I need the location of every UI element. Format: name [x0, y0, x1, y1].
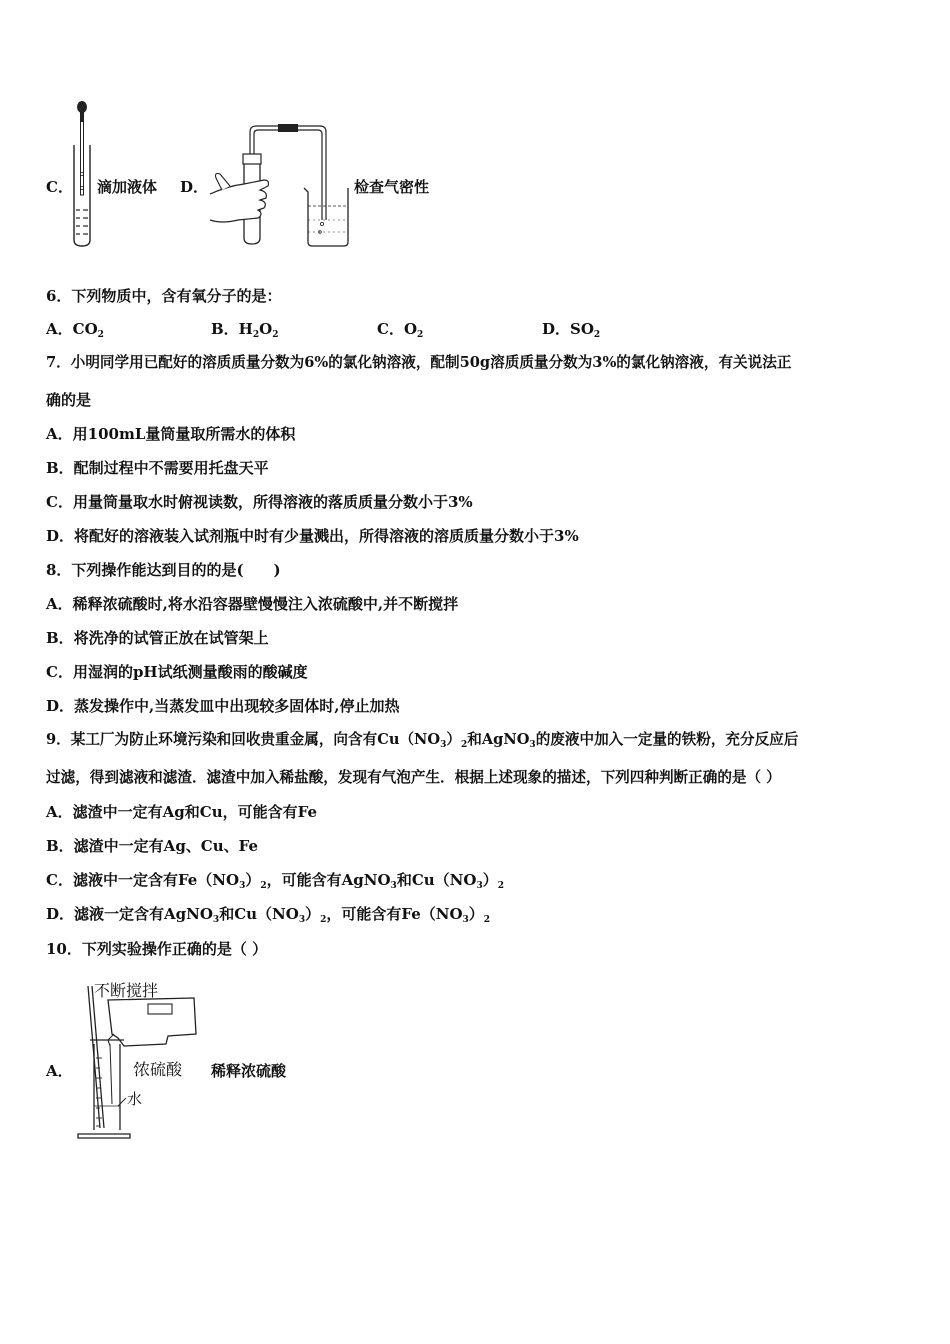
q7-stem-line1: 7．小明同学用已配好的溶质质量分数为6%的氯化钠溶液，配制50g溶质质量分数为3%的氯化钠溶液，有关说法正	[46, 354, 792, 371]
q7-option-d[interactable]: D．将配好的溶液装入试剂瓶中时有少量溅出，所得溶液的溶质质量分数小于3%	[46, 527, 579, 545]
q9-option-c[interactable]: C．滤液中一定含有$Fe(NO_3)_2$，可能含有AgNO$_3$和$Cu(NO_3)_2$	[46, 871, 504, 891]
q6-option-d[interactable]: D．$SO_2$	[542, 320, 601, 340]
hand	[210, 180, 269, 222]
q8-option-c[interactable]: C．用湿润的pH试纸测量酸雨的酸碱度	[46, 663, 308, 681]
dropper-tube	[81, 120, 84, 195]
acid-bottle	[108, 998, 196, 1046]
rubber-connector	[278, 124, 298, 132]
dilute-sulfuric-acid-figure	[74, 978, 206, 1140]
q8-stem: 8．下列操作能达到目的的是( )	[46, 561, 281, 579]
q8-option-d[interactable]: D．蒸发操作中,当蒸发皿中出现较多固体时,停止加热	[46, 697, 400, 715]
q10-stem: 10．下列实验操作正确的是（ ）	[46, 940, 268, 958]
dropper-bulb	[77, 101, 87, 113]
acid-stream	[110, 1044, 112, 1104]
q6-option-b[interactable]: B．$H_2O_2$	[211, 320, 279, 340]
option-c-letter: C．	[46, 178, 73, 196]
q6-option-a[interactable]: A．$CO_2$	[46, 320, 104, 340]
option-d-caption: 检查气密性	[354, 178, 430, 196]
stopper	[243, 154, 261, 164]
q9-stem-line1: 9．某工厂为防止环境污染和回收贵重金属，向含有$Cu(NO_3)_2$和AgNO$_3$的废液中加入一定量的铁粉，充分反应后	[46, 731, 799, 750]
fig-label-acid: 浓硫酸	[134, 1060, 183, 1079]
airtightness-check-figure	[208, 120, 352, 250]
q9-option-d[interactable]: D．滤液一定含有AgNO$_3$和$Cu(NO_3)_2$，可能含有$Fe(NO_3)_2$	[46, 905, 491, 925]
q9-stem-line2: 过滤，得到滤液和滤渣．滤渣中加入稀盐酸，发现有气泡产生．根据上述现象的描述，下列四种判断正确的是（ ）	[46, 769, 781, 786]
q7-option-b[interactable]: B．配制过程中不需要用托盘天平	[46, 459, 269, 477]
q6-stem: 6．下列物质中，含有氧分子的是：	[46, 287, 282, 305]
q10-option-a-letter[interactable]: A．	[46, 1062, 73, 1080]
q9-option-a[interactable]: A．滤渣中一定有Ag和Cu，可能含有Fe	[46, 803, 317, 821]
option-d-letter: D．	[180, 178, 209, 196]
q7-option-c[interactable]: C．用量筒量取水时俯视读数，所得溶液的落质质量分数小于3%	[46, 493, 473, 511]
q10-option-a-caption: 稀释浓硫酸	[211, 1062, 287, 1080]
q9-option-b[interactable]: B．滤渣中一定有Ag、Cu、Fe	[46, 837, 259, 855]
dropper-test-tube-figure	[68, 100, 96, 248]
q8-option-a[interactable]: A．稀释浓硫酸时,将水沿容器壁慢慢注入浓硫酸中,并不断搅拌	[46, 595, 459, 613]
option-c-caption: 滴加液体	[97, 178, 158, 196]
fig-label-stir: 不断搅拌	[94, 981, 159, 1000]
fig-label-water: 水	[127, 1090, 143, 1108]
q7-option-a[interactable]: A．用100mL量筒量取所需水的体积	[46, 425, 296, 443]
q7-stem-line2: 确的是	[46, 391, 92, 409]
q6-option-c[interactable]: C．$O_2$	[377, 320, 424, 340]
q8-option-b[interactable]: B．将洗净的试管正放在试管架上	[46, 629, 269, 647]
